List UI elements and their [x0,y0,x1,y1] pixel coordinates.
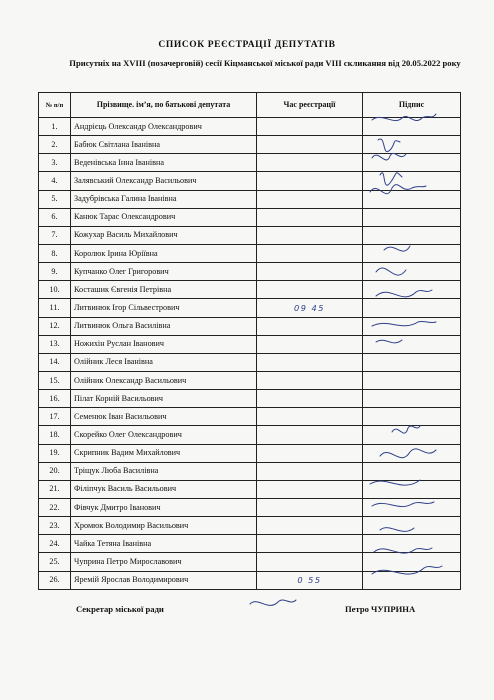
deputy-name: Скрипник Вадим Михайлович [71,444,257,462]
row-number: 4. [39,172,71,190]
table-row [39,408,461,426]
registration-time [257,371,363,389]
registration-time [257,408,363,426]
deputy-name: Литвинюк Ігор Сільвестрович [71,299,257,317]
table-row [39,299,461,317]
row-number: 7. [39,226,71,244]
row-number: 16. [39,390,71,408]
row-number: 18. [39,426,71,444]
signature-cell [363,299,461,317]
deputy-name: Семенюк Іван Васильович [71,408,257,426]
registration-time [257,390,363,408]
row-number: 22. [39,498,71,516]
signature-cell [363,136,461,154]
table-row [39,263,461,281]
deputy-name: Чайка Тетяна Іванівна [71,535,257,553]
registration-time [257,244,363,262]
table-row [39,535,461,553]
row-number: 8. [39,244,71,262]
deputy-name: Задубрівська Галина Іванівна [71,190,257,208]
registration-time [257,480,363,498]
deputy-name: Скорейко Олег Олександрович [71,426,257,444]
deputy-name: Пілат Корній Васильович [71,390,257,408]
row-number: 20. [39,462,71,480]
row-number: 13. [39,335,71,353]
table-row [39,244,461,262]
registration-table [38,92,461,590]
signature-cell [363,118,461,136]
table-row [39,335,461,353]
deputy-name: Королюк Ірина Юріївна [71,244,257,262]
table-row [39,571,461,589]
header-signature: Підпис [363,93,461,118]
deputy-name: Олійник Олександр Васильович [71,371,257,389]
table-row [39,317,461,335]
deputy-name: Чуприна Петро Мирославович [71,553,257,571]
table-row [39,136,461,154]
table-row [39,226,461,244]
registration-time [257,154,363,172]
header-name: Прізвище. ім’я, по батькові депутата [71,93,257,118]
table-row [39,353,461,371]
signature-cell [363,553,461,571]
signature-cell [363,190,461,208]
row-number: 24. [39,535,71,553]
signature-cell [363,426,461,444]
registration-time [257,335,363,353]
deputy-name: Андрієць Олександр Олександрович [71,118,257,136]
registration-time [257,172,363,190]
row-number: 3. [39,154,71,172]
table-row [39,154,461,172]
table-row [39,553,461,571]
signature-cell [363,226,461,244]
header-number: № п/п [39,93,71,118]
deputy-name: Веденівська Інна Іванівна [71,154,257,172]
registration-time [257,498,363,516]
signature-cell [363,335,461,353]
signature-cell [363,390,461,408]
signature-cell [363,208,461,226]
deputy-name: Хромюк Володимир Васильович [71,517,257,535]
signature-cell [363,371,461,389]
deputy-name: Фівчук Дмитро Іванович [71,498,257,516]
row-number: 23. [39,517,71,535]
table-row [39,371,461,389]
row-number: 14. [39,353,71,371]
registration-time [257,190,363,208]
signature-cell [363,154,461,172]
signature-cell [363,535,461,553]
registration-time [257,118,363,136]
table-row [39,480,461,498]
deputy-name: Купчанко Олег Григорович [71,263,257,281]
signature-cell [363,281,461,299]
row-number: 19. [39,444,71,462]
table-row [39,426,461,444]
deputy-name: Тріщук Люба Василівна [71,462,257,480]
footer-name: Петро ЧУПРИНА [345,604,416,614]
deputy-name: Філіпчук Василь Васильович [71,480,257,498]
deputy-name: Косташик Євгенія Петрівна [71,281,257,299]
signature-cell [363,498,461,516]
registration-time [257,353,363,371]
table-row [39,208,461,226]
signature-cell [363,462,461,480]
table-row [39,281,461,299]
row-number: 10. [39,281,71,299]
table-row [39,118,461,136]
registration-time [257,136,363,154]
registration-time: 09 45 [257,299,363,317]
row-number: 12. [39,317,71,335]
registration-time [257,263,363,281]
deputy-name: Залявський Олександр Васильович [71,172,257,190]
signature-cell [363,172,461,190]
registration-time [257,281,363,299]
registration-time [257,444,363,462]
table-header-row [39,93,461,118]
row-number: 6. [39,208,71,226]
row-number: 15. [39,371,71,389]
row-number: 9. [39,263,71,281]
registration-time [257,226,363,244]
deputy-name: Ножихін Руслан Іванович [71,335,257,353]
registration-time [257,317,363,335]
deputy-name: Кожухар Василь Михайлович [71,226,257,244]
signature-cell [363,517,461,535]
table-row [39,498,461,516]
registration-time [257,517,363,535]
registration-time [257,208,363,226]
registration-time [257,553,363,571]
table-row [39,462,461,480]
signature-cell [363,571,461,589]
table-row [39,190,461,208]
deputy-name: Яремій Ярослав Володимирович [71,571,257,589]
registration-time [257,462,363,480]
table-row [39,517,461,535]
registration-time: 0 55 [257,571,363,589]
row-number: 21. [39,480,71,498]
signature-cell [363,408,461,426]
table-row [39,172,461,190]
signature-cell [363,480,461,498]
registration-time [257,535,363,553]
document-title: СПИСОК РЕЄСТРАЦІЇ ДЕПУТАТІВ [158,40,336,50]
deputy-name: Литвинюк Ольга Василівна [71,317,257,335]
row-number: 5. [39,190,71,208]
signature-cell [363,353,461,371]
signature-cell [363,263,461,281]
deputy-name: Олійник Леся Іванівна [71,353,257,371]
signature-cell [363,244,461,262]
deputy-name: Канюк Тарас Олександрович [71,208,257,226]
row-number: 25. [39,553,71,571]
document-subtitle: Присутніх на XVIII (позачерговій) сесії Кіцманської міської ради VIII скликання від 20.05.2022 року [69,58,461,68]
table-row [39,444,461,462]
signature-cell [363,317,461,335]
row-number: 2. [39,136,71,154]
row-number: 17. [39,408,71,426]
table-row [39,390,461,408]
row-number: 11. [39,299,71,317]
row-number: 26. [39,571,71,589]
header-time: Час реєстрації [257,93,363,118]
row-number: 1. [39,118,71,136]
registration-time [257,426,363,444]
deputy-name: Бабюк Світлана Іванівна [71,136,257,154]
signature-cell [363,444,461,462]
footer-role: Секретар міської ради [76,604,164,614]
